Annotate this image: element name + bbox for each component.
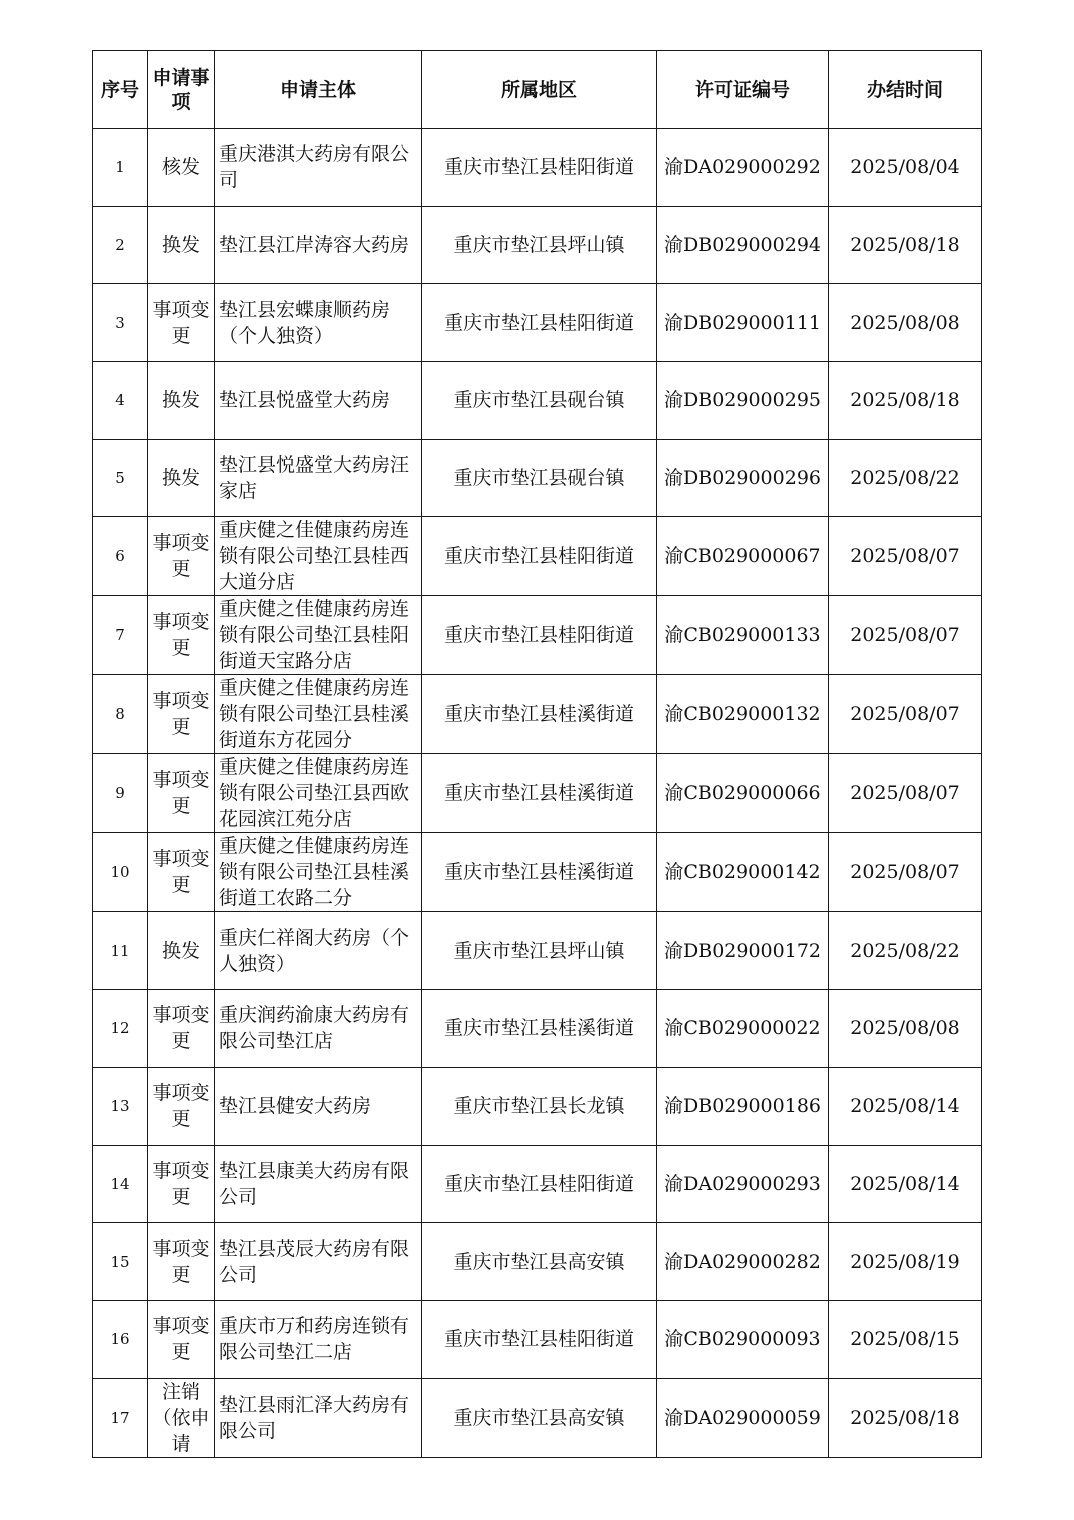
table-row xyxy=(93,1378,982,1457)
permit-table xyxy=(92,50,982,1458)
cell-item xyxy=(148,439,215,517)
cell-applicant-text: 重庆润药渝康大药房有限公司垫江店 xyxy=(219,1004,410,1053)
cell-applicant-text: 垫江县健安大药房 xyxy=(219,1095,372,1118)
cell-seq: 8 xyxy=(93,675,148,754)
cell-region: 重庆市垫江县砚台镇 xyxy=(422,439,657,517)
cell-item xyxy=(148,833,215,912)
cell-applicant-text: 重庆健之佳健康药房连锁有限公司垫江县西欧花园滨江苑分店 xyxy=(219,756,410,831)
cell-license: 渝CB029000022 xyxy=(657,990,829,1068)
header-date: 办结时间 xyxy=(829,51,982,129)
cell-item-text: 注销（依申请 xyxy=(152,1380,210,1455)
cell-applicant xyxy=(215,596,422,675)
cell-applicant-text: 重庆健之佳健康药房连锁有限公司垫江县桂阳街道天宝路分店 xyxy=(219,598,410,673)
cell-applicant-text: 垫江县宏蝶康顺药房（个人独资） xyxy=(219,298,391,347)
cell-date: 2025/08/08 xyxy=(829,990,982,1068)
cell-item xyxy=(148,912,215,990)
cell-date: 2025/08/22 xyxy=(829,439,982,517)
cell-item-text: 事项变更 xyxy=(152,690,210,739)
cell-item-text: 换发 xyxy=(161,467,200,490)
table-row xyxy=(93,1067,982,1145)
cell-applicant xyxy=(215,439,422,517)
cell-applicant xyxy=(215,1378,422,1457)
cell-region: 重庆市垫江县桂阳街道 xyxy=(422,284,657,362)
header-item: 申请事项 xyxy=(148,51,215,129)
cell-applicant-text: 垫江县悦盛堂大药房 xyxy=(219,389,391,412)
cell-item-text: 事项变更 xyxy=(152,1237,210,1286)
cell-license: 渝DA029000292 xyxy=(657,129,829,207)
cell-region: 重庆市垫江县桂阳街道 xyxy=(422,596,657,675)
cell-applicant xyxy=(215,284,422,362)
cell-item-text: 事项变更 xyxy=(152,532,210,581)
cell-seq: 5 xyxy=(93,439,148,517)
cell-item-text: 换发 xyxy=(161,939,200,962)
cell-license: 渝CB029000132 xyxy=(657,675,829,754)
cell-region: 重庆市垫江县砚台镇 xyxy=(422,362,657,440)
cell-region: 重庆市垫江县桂溪街道 xyxy=(422,833,657,912)
cell-seq: 7 xyxy=(93,596,148,675)
cell-item-text: 换发 xyxy=(161,389,200,412)
cell-applicant-text: 重庆市万和药房连锁有限公司垫江二店 xyxy=(219,1315,410,1364)
cell-seq: 6 xyxy=(93,517,148,596)
cell-item xyxy=(148,362,215,440)
cell-region: 重庆市垫江县坪山镇 xyxy=(422,912,657,990)
cell-item xyxy=(148,129,215,207)
cell-date: 2025/08/07 xyxy=(829,517,982,596)
cell-item-text: 事项变更 xyxy=(152,769,210,818)
cell-license: 渝CB029000133 xyxy=(657,596,829,675)
header-row xyxy=(93,51,982,129)
cell-seq: 3 xyxy=(93,284,148,362)
cell-region: 重庆市垫江县桂阳街道 xyxy=(422,517,657,596)
cell-seq: 15 xyxy=(93,1223,148,1301)
cell-date: 2025/08/07 xyxy=(829,675,982,754)
header-applicant: 申请主体 xyxy=(215,51,422,129)
cell-item xyxy=(148,675,215,754)
table-row xyxy=(93,206,982,284)
cell-applicant xyxy=(215,833,422,912)
cell-item xyxy=(148,1145,215,1223)
cell-applicant-text: 重庆健之佳健康药房连锁有限公司垫江县桂溪街道工农路二分 xyxy=(219,835,410,910)
cell-license: 渝DA029000282 xyxy=(657,1223,829,1301)
cell-item-text: 事项变更 xyxy=(152,1315,210,1364)
cell-date: 2025/08/14 xyxy=(829,1067,982,1145)
cell-applicant-text: 垫江县茂辰大药房有限公司 xyxy=(219,1237,410,1286)
cell-item-text: 核发 xyxy=(161,156,200,179)
cell-item xyxy=(148,1300,215,1378)
cell-license: 渝DB029000295 xyxy=(657,362,829,440)
cell-item-text: 事项变更 xyxy=(152,1159,210,1208)
cell-applicant xyxy=(215,1300,422,1378)
cell-license: 渝CB029000067 xyxy=(657,517,829,596)
cell-region: 重庆市垫江县桂阳街道 xyxy=(422,1300,657,1378)
cell-applicant xyxy=(215,206,422,284)
cell-date: 2025/08/18 xyxy=(829,362,982,440)
cell-region: 重庆市垫江县高安镇 xyxy=(422,1223,657,1301)
cell-region: 重庆市垫江县桂阳街道 xyxy=(422,1145,657,1223)
table-row xyxy=(93,517,982,596)
table-row xyxy=(93,362,982,440)
header-license: 许可证编号 xyxy=(657,51,829,129)
cell-seq: 14 xyxy=(93,1145,148,1223)
cell-seq: 11 xyxy=(93,912,148,990)
cell-applicant-text: 重庆港淇大药房有限公司 xyxy=(219,143,410,192)
cell-item xyxy=(148,1223,215,1301)
table-row xyxy=(93,596,982,675)
table-row xyxy=(93,129,982,207)
cell-license: 渝DB029000296 xyxy=(657,439,829,517)
cell-date: 2025/08/07 xyxy=(829,833,982,912)
cell-applicant xyxy=(215,129,422,207)
cell-seq: 17 xyxy=(93,1378,148,1457)
cell-seq: 9 xyxy=(93,754,148,833)
cell-date: 2025/08/15 xyxy=(829,1300,982,1378)
cell-date: 2025/08/07 xyxy=(829,754,982,833)
cell-seq: 12 xyxy=(93,990,148,1068)
cell-item-text: 事项变更 xyxy=(152,1082,210,1131)
cell-license: 渝DB029000294 xyxy=(657,206,829,284)
cell-item xyxy=(148,1067,215,1145)
table-row xyxy=(93,833,982,912)
table-row xyxy=(93,284,982,362)
cell-item-text: 事项变更 xyxy=(152,1004,210,1053)
cell-applicant-text: 垫江县江岸涛容大药房 xyxy=(219,234,410,257)
table-row xyxy=(93,754,982,833)
cell-item xyxy=(148,206,215,284)
cell-item-text: 换发 xyxy=(161,234,200,257)
cell-date: 2025/08/22 xyxy=(829,912,982,990)
table-row xyxy=(93,990,982,1068)
table-row xyxy=(93,675,982,754)
table-row xyxy=(93,1300,982,1378)
cell-seq: 1 xyxy=(93,129,148,207)
cell-applicant xyxy=(215,517,422,596)
cell-applicant-text: 垫江县康美大药房有限公司 xyxy=(219,1159,410,1208)
cell-applicant-text: 重庆健之佳健康药房连锁有限公司垫江县桂溪街道东方花园分 xyxy=(219,677,410,752)
cell-license: 渝DB029000111 xyxy=(657,284,829,362)
cell-license: 渝DB029000172 xyxy=(657,912,829,990)
cell-item-text: 事项变更 xyxy=(152,611,210,660)
cell-region: 重庆市垫江县桂溪街道 xyxy=(422,990,657,1068)
cell-region: 重庆市垫江县桂溪街道 xyxy=(422,675,657,754)
table-row xyxy=(93,1145,982,1223)
cell-applicant-text: 垫江县悦盛堂大药房汪家店 xyxy=(219,454,410,503)
cell-region: 重庆市垫江县桂阳街道 xyxy=(422,129,657,207)
cell-applicant xyxy=(215,754,422,833)
cell-applicant xyxy=(215,675,422,754)
cell-item xyxy=(148,517,215,596)
table-row xyxy=(93,912,982,990)
table-body xyxy=(93,129,982,1458)
cell-license: 渝DA029000059 xyxy=(657,1378,829,1457)
cell-region: 重庆市垫江县坪山镇 xyxy=(422,206,657,284)
cell-item xyxy=(148,754,215,833)
header-seq: 序号 xyxy=(93,51,148,129)
cell-item xyxy=(148,596,215,675)
cell-seq: 4 xyxy=(93,362,148,440)
cell-seq: 2 xyxy=(93,206,148,284)
cell-applicant xyxy=(215,912,422,990)
cell-seq: 16 xyxy=(93,1300,148,1378)
header-region: 所属地区 xyxy=(422,51,657,129)
table-row xyxy=(93,439,982,517)
cell-item xyxy=(148,990,215,1068)
cell-applicant xyxy=(215,990,422,1068)
cell-seq: 10 xyxy=(93,833,148,912)
cell-item-text: 事项变更 xyxy=(152,848,210,897)
cell-license: 渝CB029000066 xyxy=(657,754,829,833)
cell-applicant xyxy=(215,1223,422,1301)
cell-item xyxy=(148,1378,215,1457)
cell-seq: 13 xyxy=(93,1067,148,1145)
cell-item-text: 事项变更 xyxy=(152,298,210,347)
cell-region: 重庆市垫江县高安镇 xyxy=(422,1378,657,1457)
cell-date: 2025/08/19 xyxy=(829,1223,982,1301)
cell-region: 重庆市垫江县桂溪街道 xyxy=(422,754,657,833)
cell-license: 渝DA029000293 xyxy=(657,1145,829,1223)
cell-date: 2025/08/08 xyxy=(829,284,982,362)
cell-applicant xyxy=(215,362,422,440)
table-row xyxy=(93,1223,982,1301)
cell-applicant-text: 重庆仁祥阁大药房（个人独资） xyxy=(219,926,410,975)
cell-license: 渝DB029000186 xyxy=(657,1067,829,1145)
cell-license: 渝CB029000142 xyxy=(657,833,829,912)
cell-item xyxy=(148,284,215,362)
cell-date: 2025/08/07 xyxy=(829,596,982,675)
cell-license: 渝CB029000093 xyxy=(657,1300,829,1378)
cell-date: 2025/08/14 xyxy=(829,1145,982,1223)
cell-region: 重庆市垫江县长龙镇 xyxy=(422,1067,657,1145)
cell-date: 2025/08/18 xyxy=(829,206,982,284)
cell-applicant-text: 重庆健之佳健康药房连锁有限公司垫江县桂西大道分店 xyxy=(219,519,410,594)
cell-date: 2025/08/04 xyxy=(829,129,982,207)
cell-applicant xyxy=(215,1145,422,1223)
cell-applicant-text: 垫江县雨汇泽大药房有限公司 xyxy=(219,1393,410,1442)
cell-date: 2025/08/18 xyxy=(829,1378,982,1457)
cell-applicant xyxy=(215,1067,422,1145)
